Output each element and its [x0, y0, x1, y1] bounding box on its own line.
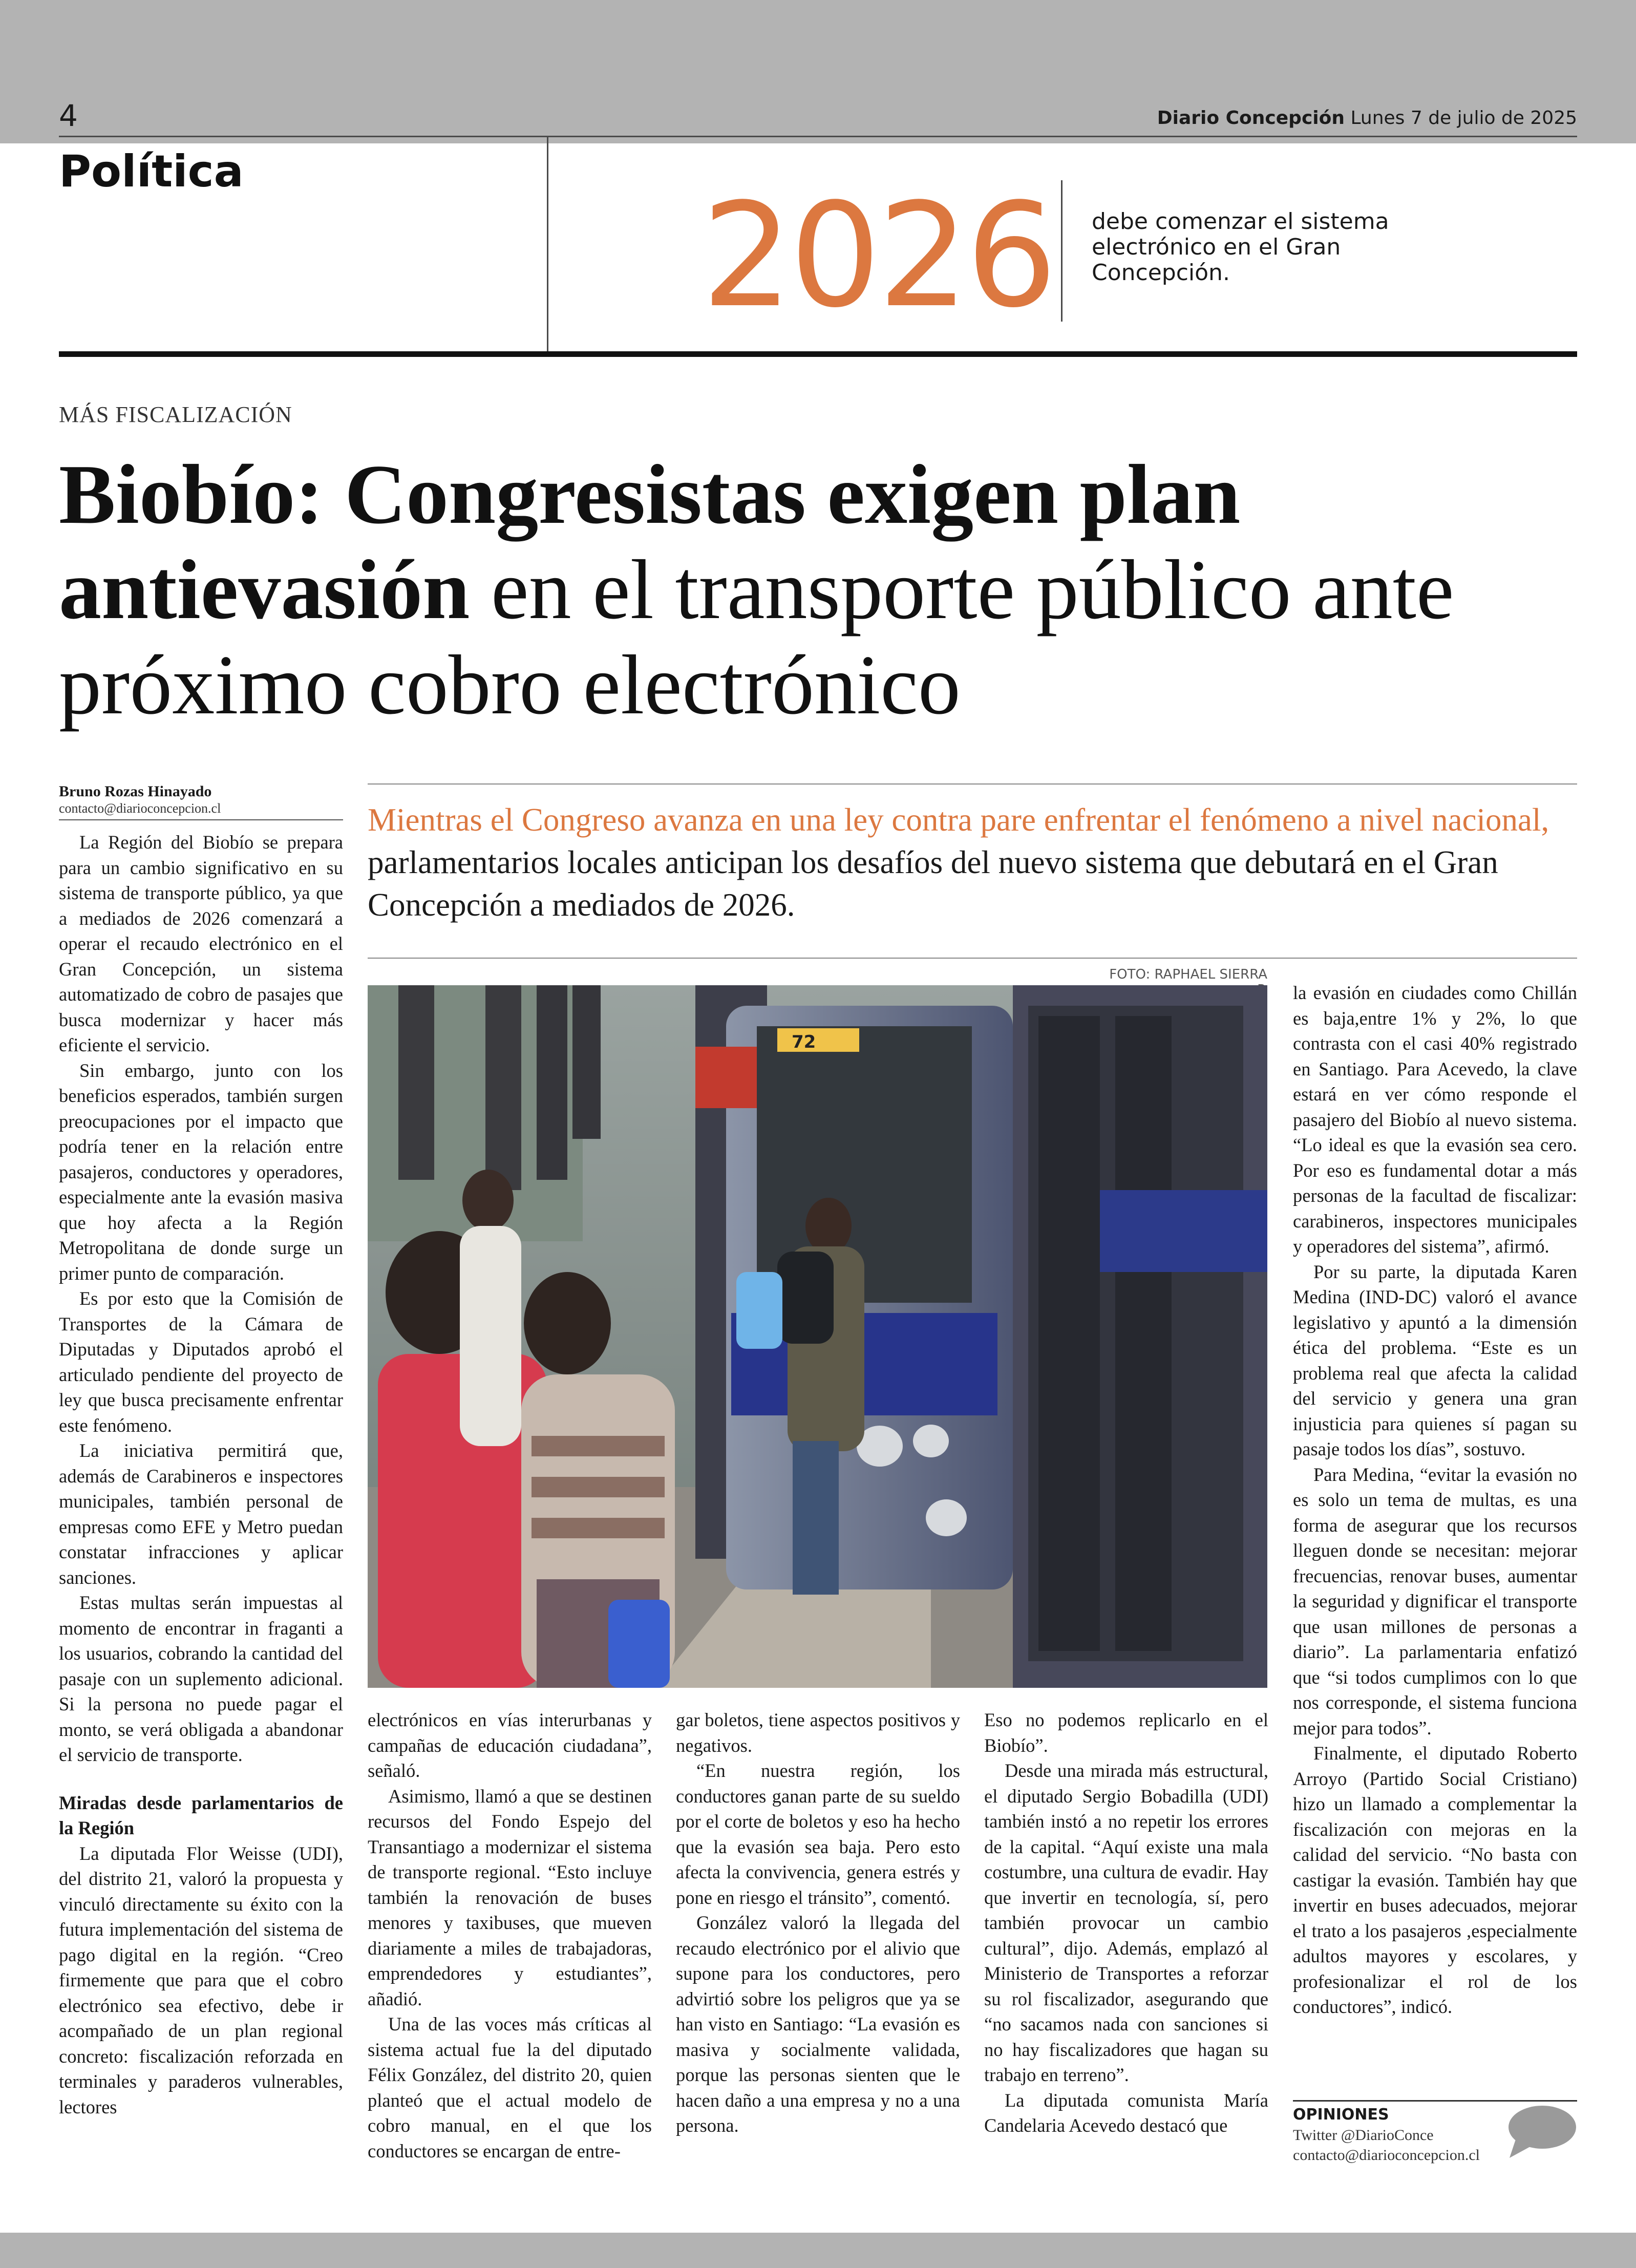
opinions-email: contacto@diarioconcepcion.cl: [1293, 2147, 1480, 2164]
author-email: contacto@diarioconcepcion.cl: [59, 801, 221, 816]
photo-credit: FOTO: RAPHAEL SIERRA: [1109, 967, 1267, 982]
paragraph: Sin embargo, junto con los beneficios esperados, también surgen preocupaciones por el impacto que podría tener en la relación entre pasajeros, conductores y operadores, especialmente ante la evasión masiva que hoy afecta a la Región Metropolitana de donde surge un primer punto de comparación.: [59, 1059, 343, 1284]
header-divider: [547, 137, 548, 351]
bus-route-number: 72: [792, 1032, 816, 1052]
lead-rule-top: [368, 783, 1577, 785]
paragraph: Finalmente, el diputado Roberto Arroyo (Partido Social Cristiano) hizo un llamado a complementar la fiscalización con mejoras en la calidad del servicio. “No basta con castigar la evasión. También hay que invertir en buses adecuados, mejorar el trato a los pasajeros ,especialmente adultos mayores y escolares, y profesionalizar el rol de los conductores”, indicó.: [1293, 1743, 1577, 2017]
section-rule: [59, 351, 1577, 357]
page-number: 4: [59, 98, 78, 133]
highlight-figure: 2026: [702, 173, 1054, 340]
article-column-2: [368, 1707, 652, 2164]
masthead: [1157, 108, 1577, 129]
paragraph: Para Medina, “evitar la evasión no es solo un tema de multas, es una forma de asegurar que los recursos lleguen donde se necesitan: mejorar frecuencias, renovar buses, aumentar la seguridad y dignificar el transporte que usan millones de personas a diario”. La parlamentaria enfatizó que “si todos cumplimos con lo que nos corresponde, el sistema funciona mejor para todos”.: [1293, 1464, 1577, 1739]
paragraph: Estas multas serán impuestas al momento de encontrar in fraganti a los usuarios, cobrando la cantidad del pasaje con un suplemento adicional. Si la persona no puede pagar el monto, se verá obligada a abandonar el servicio de transporte.: [59, 1592, 343, 1765]
paragraph: Eso no podemos replicarlo en el Biobío”.: [984, 1709, 1268, 1756]
paragraph: Por su parte, la diputada Karen Medina (IND-DC) valoró el avance legislativo y apuntó a la dimensión ética del problema. “Este es un problema real que afecta la calidad del servicio y genera una gran injusticia para quienes sí pagan su pasaje todos los días”, sostuvo.: [1293, 1261, 1577, 1459]
paragraph: electrónicos en vías interurbanas y campañas de educación ciudadana”, señaló.: [368, 1709, 652, 1781]
paragraph: la evasión en ciudades como Chillán es baja,entre 1% y 2%, lo que contrasta con el casi 40% registrado en Santiago. Para Acevedo, la clave estará en ver cómo responde el pasajero del Biobío al nuevo sistema. “Lo ideal es que la evasión sea cero. Por eso es fundamental dotar a más personas de la facultad de fiscalizar: carabineros, inspectores municipales y operadores del sistema”, afirmó.: [1293, 982, 1577, 1257]
headline-bold: Biobío: Congresistas exigen plan antievasión: [59, 447, 1241, 637]
paragraph: La diputada Flor Weisse (UDI), del distrito 21, valoró la propuesta y vinculó directamente su éxito con la futura implementación del sistema de pago digital en la región. “Creo firmemente que para que el cobro electrónico sea efectivo, debe ir acompañado de un plan regional concreto: fiscalización reforzada en terminales y paraderos vulnerables, lectores: [59, 1842, 343, 2117]
byline: [59, 782, 346, 816]
paragraph: gar boletos, tiene aspectos positivos y negativos.: [676, 1709, 960, 1756]
paragraph: González valoró la llegada del recaudo electrónico por el alivio que supone para los conductores, pero advirtió sobre los peligros que ya se han visto en Santiago: “La evasión es masiva y socialmente validada, porque las personas sienten que le hacen daño a una empresa y no a una persona.: [676, 1912, 960, 2136]
article-column-5: [1293, 980, 1577, 2020]
paragraph: La diputada comunista María Candelaria Acevedo destacó que: [984, 2089, 1268, 2136]
headline-regular: en el transporte público ante próximo cobro electrónico: [59, 542, 1454, 732]
lead-highlight: Mientras el Congreso avanza en una ley contra pare enfrentar el fenómeno a nivel nacional,: [368, 802, 1549, 838]
paragraph: La iniciativa permitirá que, además de Carabineros e inspectores municipales, también personal de empresas como EFE y Metro puedan constatar infracciones y aplicar sanciones.: [59, 1440, 343, 1588]
paragraph: Desde una mirada más estructural, el diputado Sergio Bobadilla (UDI) también instó a no repetir los errores de la capital. “Aquí existe una mala costumbre, una cultura de evadir. Hay que invertir en tecnología, sí, pero también provocar un cambio cultural”, dijo. Además, emplazó al Ministerio de Transportes a reforzar su rol fiscalizador, asegurando que “no sacamos nada con sanciones si no hay fiscalizadores que hagan su trabajo en terreno”.: [984, 1760, 1268, 2085]
opinions-twitter: Twitter @DiarioConce: [1293, 2127, 1434, 2144]
bus-stop-photo: [368, 985, 1267, 1688]
header-rule: [59, 136, 1577, 137]
opinions-rule: [1293, 2100, 1577, 2102]
lead-rest: parlamentarios locales anticipan los desafíos del nuevo sistema que debutará en el Gran Concepción a mediados de 2026.: [368, 844, 1498, 923]
bottom-band: [0, 2233, 1636, 2268]
paragraph: “En nuestra región, los conductores ganan parte de su sueldo por el corte de boletos y eso ha hecho que la evasión sea baja. Pero esto afecta la convivencia, genera estrés y pone en riesgo el tránsito”, comentó.: [676, 1760, 960, 1908]
paragraph: Es por esto que la Comisión de Transportes de la Cámara de Diputadas y Diputados aprobó el articulado pendiente del proyecto de ley que busca precisamente enfrentar este fenómeno.: [59, 1288, 343, 1436]
section-title: Política: [59, 146, 244, 197]
subheading: Miradas desde parlamentarios de la Región: [59, 1792, 343, 1838]
paragraph: Asimismo, llamó a que se destinen recursos del Fondo Espejo del Transantiago a modernizar el sistema de transporte regional. “Esto incluye también la renovación de buses menores y taxibuses, que mueven diariamente a miles de trabajadoras, emprendedores y estudiantes”, añadió.: [368, 1785, 652, 2009]
opinions-title: OPINIONES: [1293, 2106, 1389, 2124]
article-headline: [59, 447, 1577, 732]
author-name: Bruno Rozas Hinayado: [59, 783, 212, 800]
article-kicker: MÁS FISCALIZACIÓN: [59, 402, 292, 427]
article-column-3: [676, 1707, 960, 2138]
publication-date: Lunes 7 de julio de 2025: [1350, 108, 1577, 129]
byline-rule: [59, 819, 343, 820]
paragraph: La Región del Biobío se prepara para un cambio significativo en su sistema de transporte público, ya que a mediados de 2026 comenzará a operar el recaudo electrónico en el Gran Concepción, un sistema automatizado de cobro de pasajes que busca modernizar y hacer más eficiente el servicio.: [59, 832, 343, 1055]
paragraph: Una de las voces más críticas al sistema actual fue la del diputado Félix González, del distrito 20, quien planteó que el actual modelo de cobro manual, en el que los conductores se encargan de entre-: [368, 2013, 652, 2161]
opinions-box: [1293, 2105, 1518, 2165]
article-column-4: [984, 1707, 1268, 2138]
article-lead: [368, 799, 1577, 926]
article-column-1: [59, 830, 343, 2119]
speech-bubble-icon: [1505, 2104, 1577, 2160]
highlight-divider: [1061, 180, 1063, 322]
lead-rule-bottom: [368, 958, 1577, 959]
highlight-description: debe comenzar el sistema electrónico en el Gran Concepción.: [1092, 208, 1389, 286]
publication-name: Diario Concepción: [1157, 108, 1345, 129]
